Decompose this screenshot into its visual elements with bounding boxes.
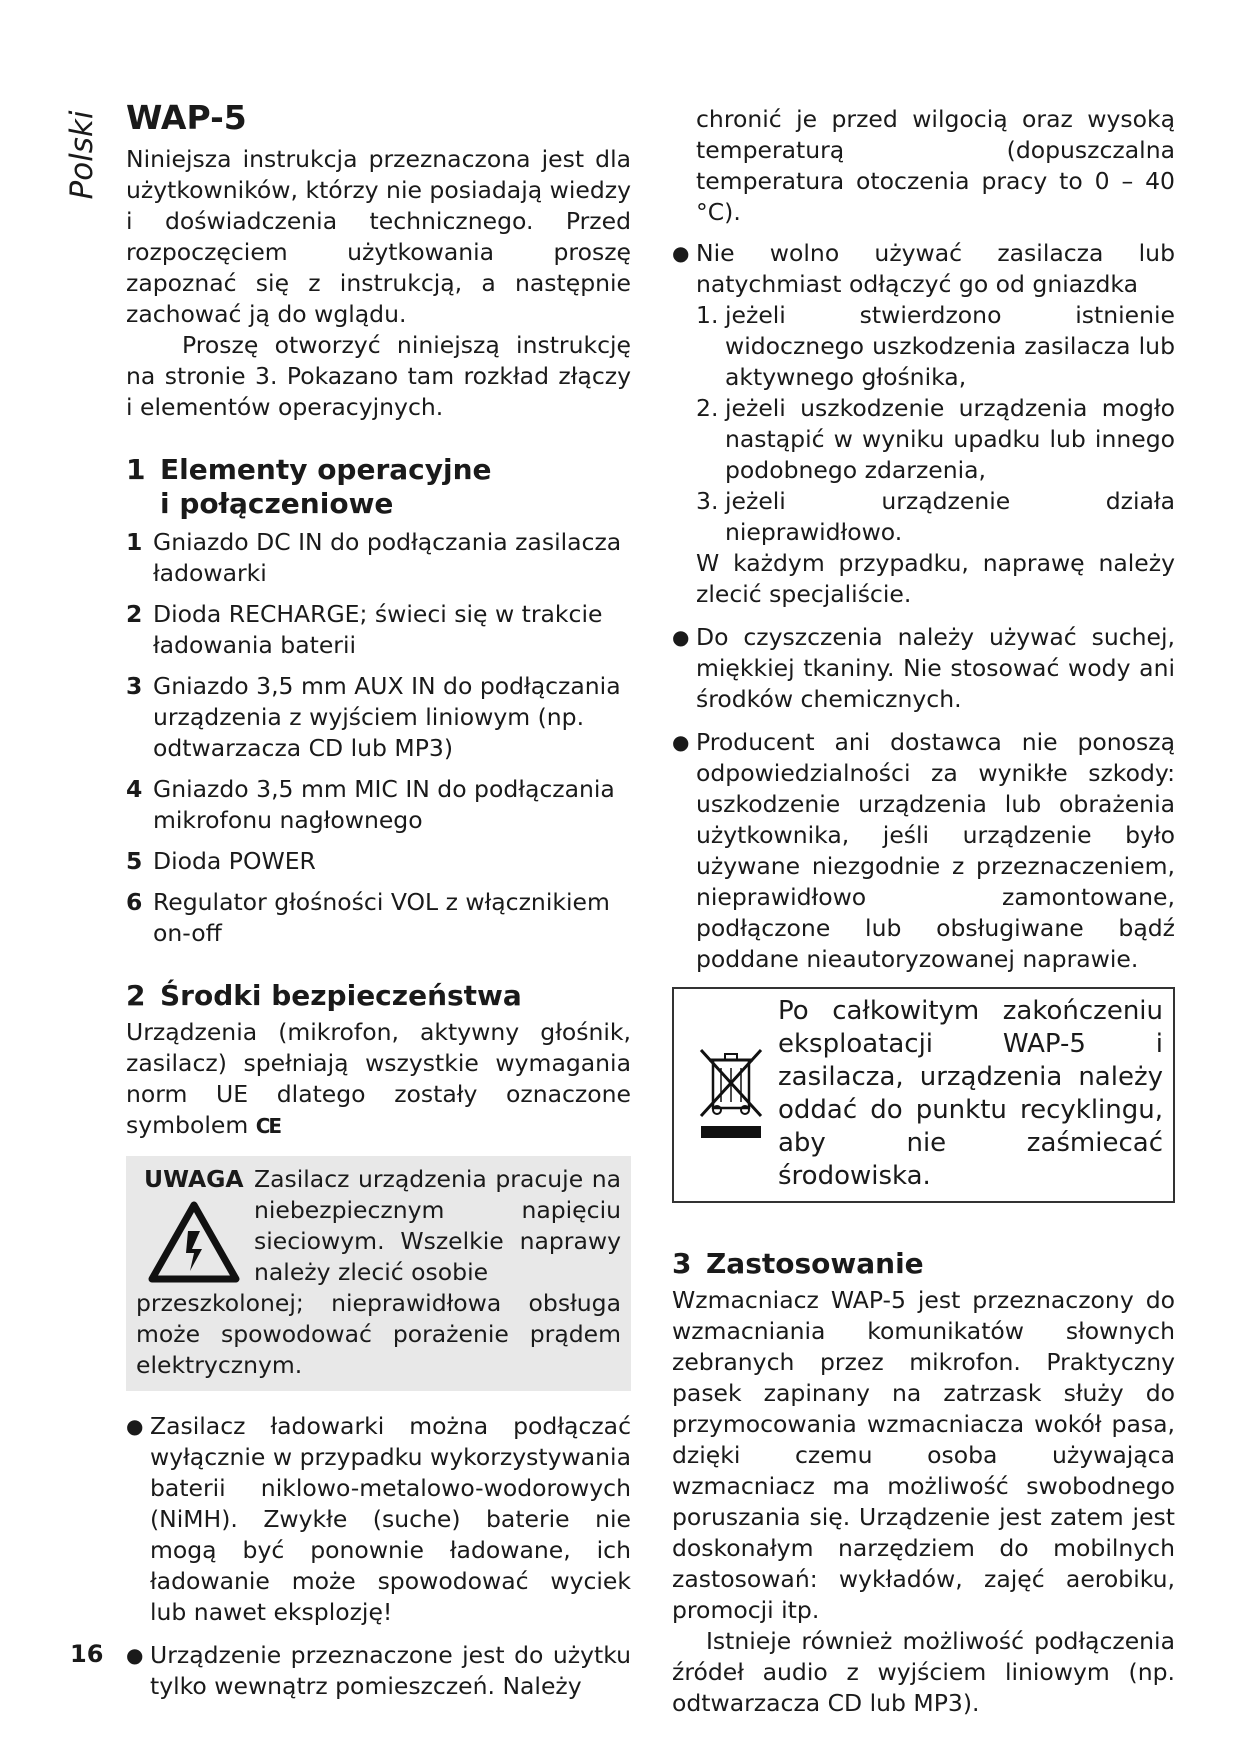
section1-title-line2: i połączeniowe — [160, 487, 394, 520]
section2-intro — [126, 1017, 631, 1142]
list-item — [672, 238, 1175, 610]
recycling-text: Po całkowitym zakończeniu eksploatacji WAP-5 i zasilacza, urządzenia należy oddać do punktu recyklingu, aby nie zaśmiecać środowiska. — [778, 996, 1163, 1191]
section3-heading — [672, 1247, 1175, 1281]
bullet-icon: ● — [672, 241, 690, 265]
high-voltage-icon — [148, 1201, 240, 1283]
item-text: Gniazdo 3,5 mm MIC IN do podłączania mikrofonu nagłownego — [153, 775, 615, 834]
list-item — [126, 774, 631, 836]
right-column — [672, 104, 1175, 1719]
bullet-text: Do czyszczenia należy używać suchej, miękkiej tkaniny. Nie stosować wody ani środków chemicznych. — [696, 623, 1175, 713]
section3-number: 3 — [672, 1247, 692, 1280]
language-label: Polski — [64, 110, 100, 200]
conditions-list — [696, 300, 1175, 548]
safety-bullets-right — [672, 238, 1175, 975]
crossed-bin-icon — [695, 1046, 767, 1142]
item-number: 2 — [126, 600, 143, 628]
item-number: 6 — [126, 888, 143, 916]
item-text: Regulator głośności VOL z włącznikiem on-off — [153, 888, 610, 947]
item-number: 2. — [696, 394, 719, 422]
item-number: 5 — [126, 847, 143, 875]
list-item — [696, 486, 1175, 548]
item-text: jeżeli uszkodzenie urządzenia mogło nastąpić w wyniku upadku lub innego podobnego zdarzenia, — [725, 394, 1175, 484]
warning-text: Zasilacz urządzenia pracuje na niebezpiecznym napięciu sieciowym. Wszelkie naprawy należy zlecić osobie — [254, 1165, 621, 1286]
item-text: jeżeli urządzenie działa nieprawidłowo. — [725, 487, 1175, 546]
section1-title — [160, 453, 492, 521]
bullet-text: Nie wolno używać zasilacza lub natychmiast odłączyć go od gniazdka — [696, 239, 1175, 298]
continued-text: chronić je przed wilgocią oraz wysoką temperaturą (dopuszczalna temperatura otoczenia pracy to 0 – 40 °C). — [696, 105, 1175, 226]
item-text: jeżeli stwierdzono istnienie widocznego uszkodzenia zasilacza lub aktywnego głośnika, — [725, 301, 1175, 391]
list-item — [126, 671, 631, 764]
intro-paragraph-2: Proszę otworzyć niniejszą instrukcję na stronie 3. Pokazano tam rozkład złączy i elementów operacyjnych. — [126, 331, 631, 421]
list-item — [126, 1640, 631, 1702]
list-item — [126, 1411, 631, 1628]
section3-paragraph: Wzmacniacz WAP-5 jest przeznaczony do wzmacniania komunikatów słownych zebranych przez mikrofon. Praktyczny pasek zapinany na zatrzask służy do przymocowania wzmacniacza wokół pasa, dzięki czemu osoba używająca wzmacniacz ma możliwość swobodnego poruszania się. Urządzenie jest zatem jest doskonałym narzędziem do mobilnych zastosowań: wykładów, zajęć aerobiku, promocji itp. — [672, 1286, 1175, 1624]
list-item — [126, 887, 631, 949]
section3-paragraph-2: Istnieje również możliwość podłączenia źródeł audio z wyjściem liniowym (np. odtwarzacza CD lub MP3). — [672, 1627, 1175, 1717]
bullet-icon: ● — [672, 625, 690, 649]
item-number: 3. — [696, 487, 719, 515]
section1-number: 1 — [126, 453, 146, 486]
safety-bullets-left — [126, 1411, 631, 1702]
item-text: Dioda POWER — [153, 847, 316, 875]
item-text: Gniazdo DC IN do podłączania zasilacza ładowarki — [153, 528, 622, 587]
bullet-text: Zasilacz ładowarki można podłączać wyłącznie w przypadku wykorzystywania baterii niklowo-metalowo-wodorowych (NiMH). Zwykłe (suche) baterie nie mogą być ponownie ładowane, ich ładowanie może spowodować wyciek lub nawet eksplozję! — [150, 1412, 631, 1626]
item-number: 3 — [126, 672, 143, 700]
list-item — [696, 300, 1175, 393]
controls-list — [126, 527, 631, 949]
item-number: 1 — [126, 528, 143, 556]
section2-title: Środki bezpieczeństwa — [160, 979, 522, 1012]
bullet-icon: ● — [126, 1643, 144, 1667]
section2-intro-text: Urządzenia (mikrofon, aktywny głośnik, zasilacz) spełniają wszystkie wymagania norm UE dlatego zostały oznaczone symbolem — [126, 1018, 631, 1139]
section2-number: 2 — [126, 979, 146, 1012]
list-item — [696, 393, 1175, 486]
list-item — [126, 599, 631, 661]
bullet-icon: ● — [672, 730, 690, 754]
list-item — [126, 527, 631, 589]
product-title: WAP-5 — [126, 98, 247, 137]
bullet-text: Producent ani dostawca nie ponoszą odpowiedzialności za wynikłe szkody: uszkodzenie urządzenia lub obrażenia użytkownika, jeśli urządzenie było używane niezgodnie z przeznaczeniem, nieprawidłowo zamontowane, podłączone lub obsługiwane bądź poddane nieautoryzowanej naprawie. — [696, 728, 1175, 973]
warning-label: UWAGA — [144, 1165, 244, 1193]
intro-paragraph: Niniejsza instrukcja przeznaczona jest dla użytkowników, którzy nie posiadają wiedzy i doświadczenia technicznego. Przed rozpoczęciem użytkowania proszę zapoznać się z instrukcją, a następnie zachować ją do wglądu. — [126, 145, 631, 328]
warning-text-continued: przeszkolonej; nieprawidłowa obsługa może spowodować porażenie prądem elektrycznym. — [136, 1289, 621, 1379]
list-item — [126, 846, 631, 877]
item-text: Dioda RECHARGE; świeci się w trakcie ładowania baterii — [153, 600, 603, 659]
repair-note: W każdym przypadku, naprawę należy zlecić specjaliście. — [696, 549, 1175, 608]
section1-title-line1: Elementy operacyjne — [160, 453, 492, 486]
ce-mark: CE — [255, 1114, 281, 1138]
section1-heading — [126, 453, 631, 521]
page-number: 16 — [70, 1640, 104, 1668]
item-number: 4 — [126, 775, 143, 803]
warning-box — [126, 1156, 631, 1391]
list-item — [672, 622, 1175, 715]
recycling-box — [672, 987, 1175, 1203]
language-tab — [62, 100, 102, 210]
bullet-icon: ● — [126, 1414, 144, 1438]
bullet-text: Urządzenie przeznaczone jest do użytku tylko wewnątrz pomieszczeń. Należy — [150, 1641, 631, 1700]
section2-heading — [126, 979, 631, 1013]
item-number: 1. — [696, 301, 719, 329]
item-text: Gniazdo 3,5 mm AUX IN do podłączania urządzenia z wyjściem liniowym (np. odtwarzacza CD lub MP3) — [153, 672, 621, 762]
section3-title: Zastosowanie — [706, 1247, 924, 1280]
left-column — [126, 98, 631, 1714]
list-item — [672, 727, 1175, 975]
